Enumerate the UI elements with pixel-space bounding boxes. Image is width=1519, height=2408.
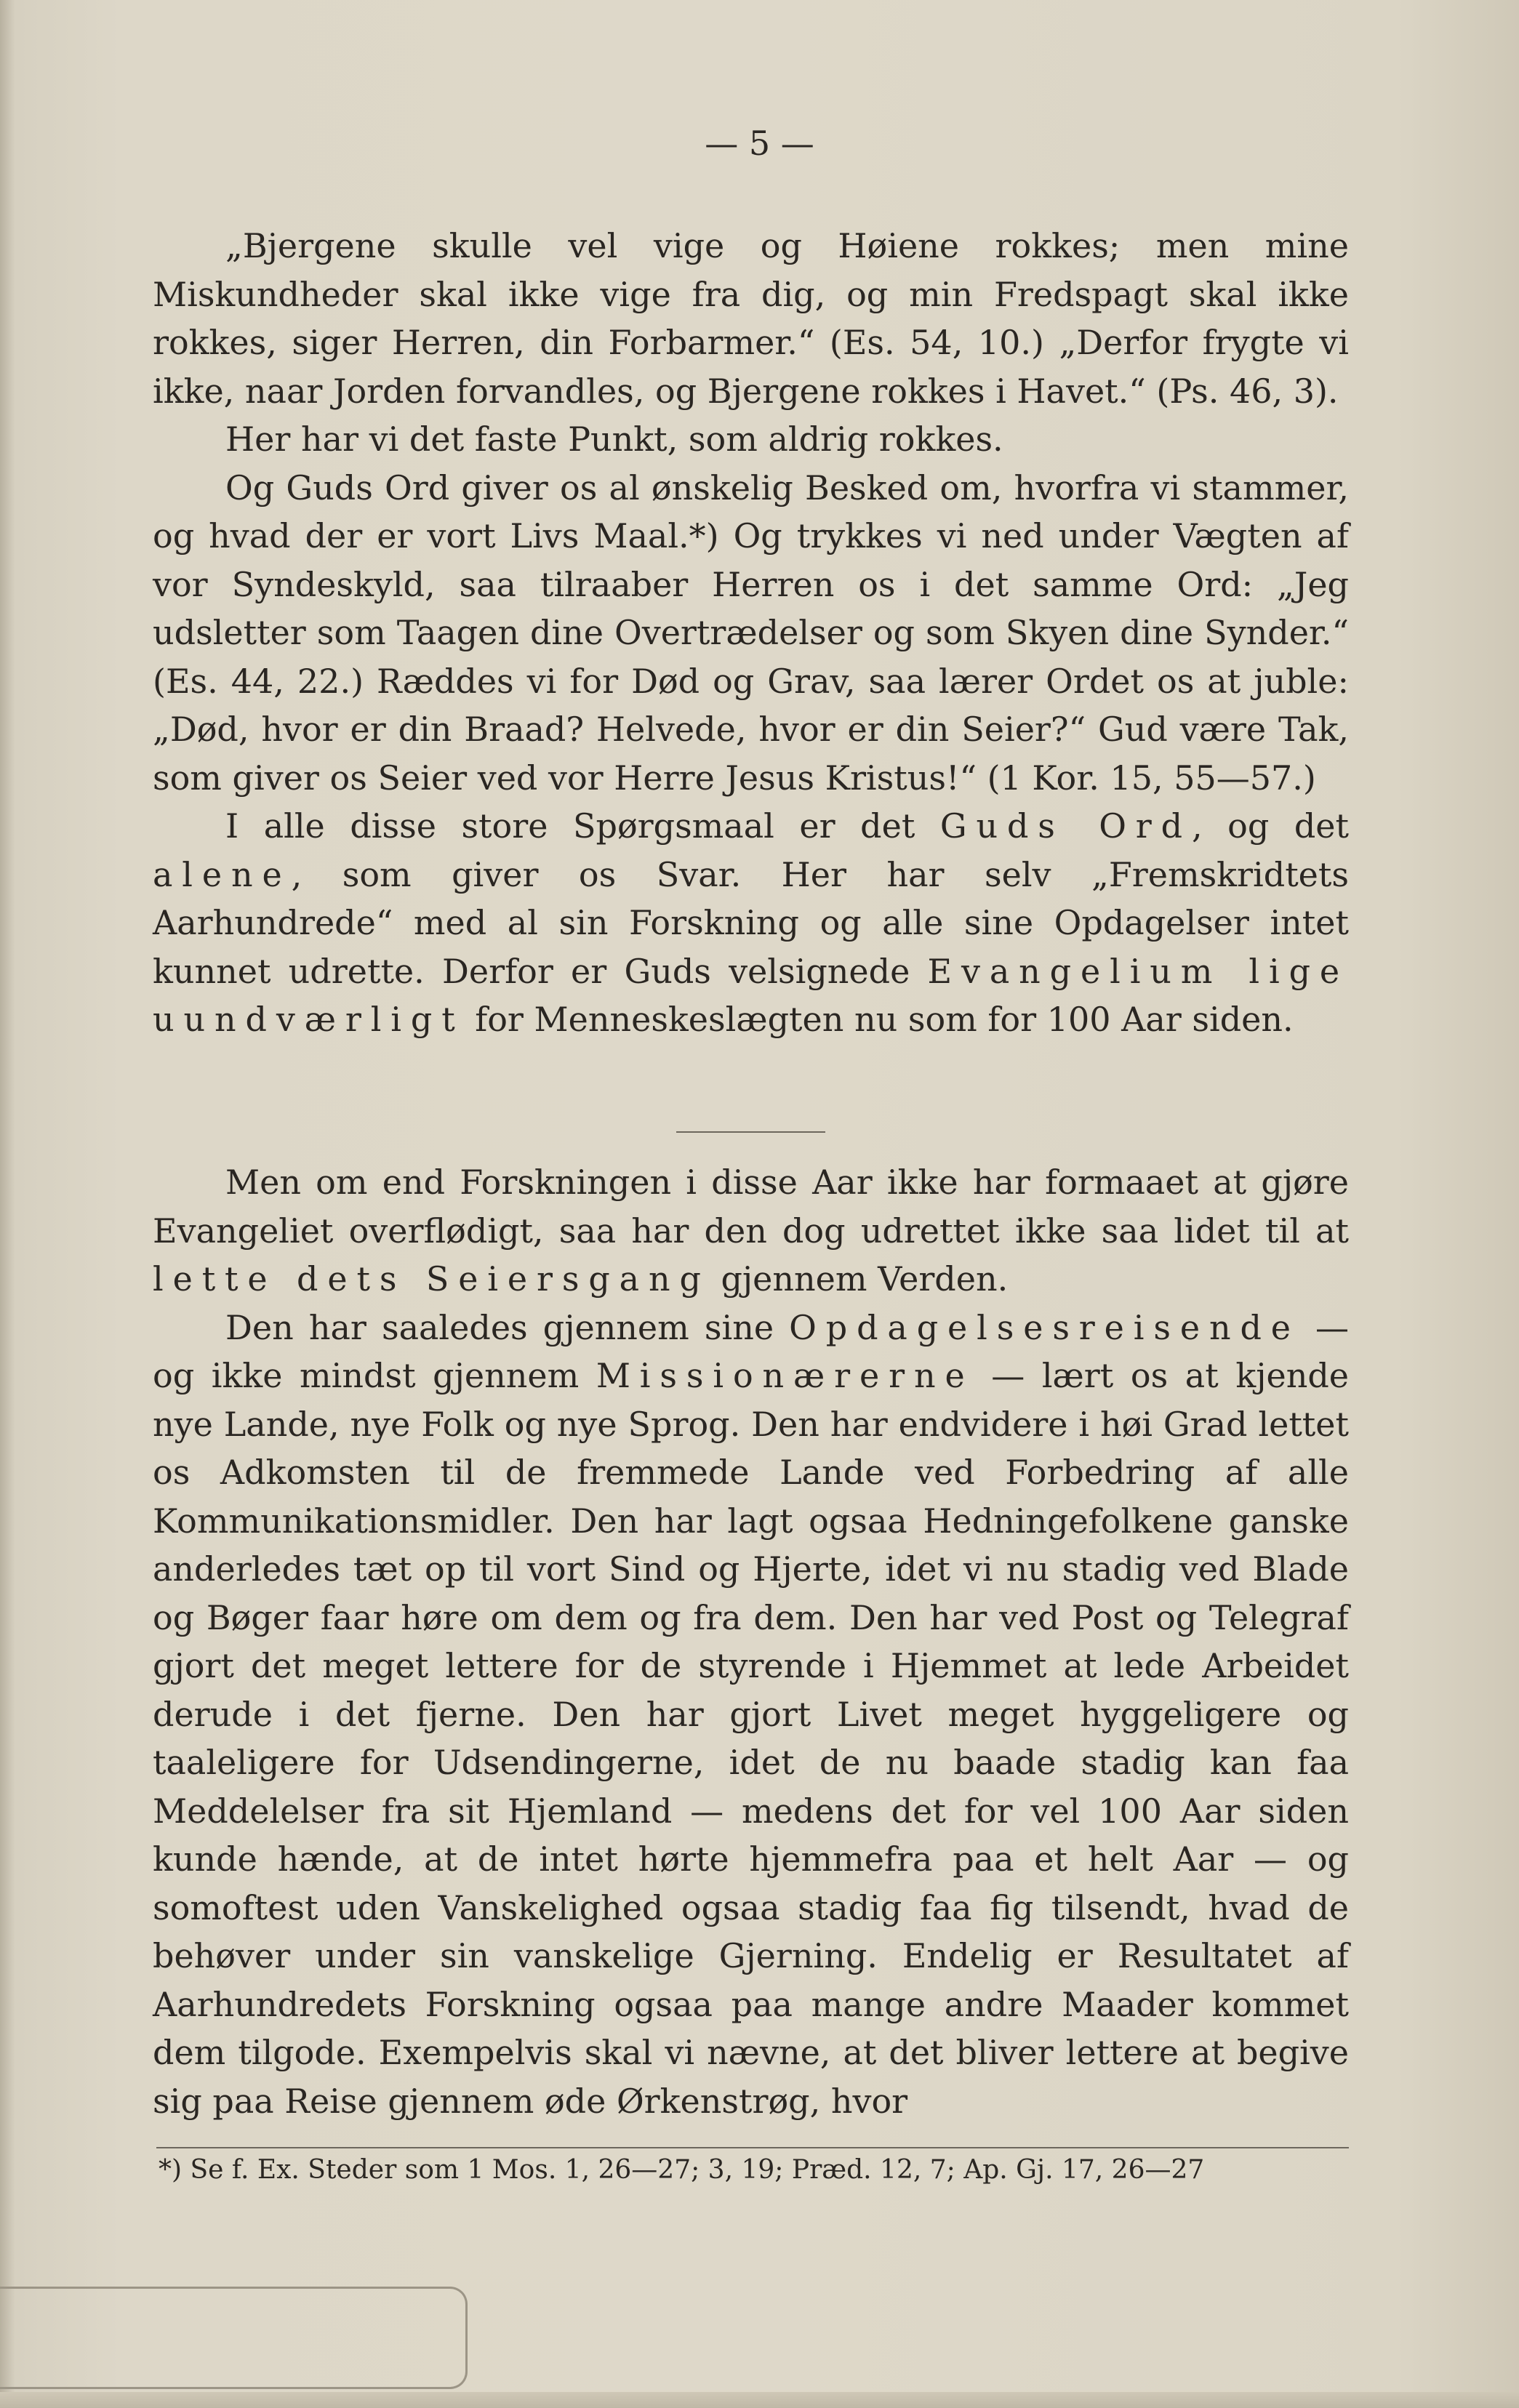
paragraph-discoveries: Den har saaledes gjennem sine Opdagelsesreisende — og ikke mindst gjennem Missionærerne — lært os at kjende nye Lande, nye Folk og nye Sprog. Den har endvidere i høi Grad lettet os Adkomsten til de fremmede Lande ved Forbedring af alle Kommunikationsmidler. Den har lagt ogsaa Hedningefolkene ganske anderledes tæt op til vort Sind og Hjerte, idet vi nu stadig ved Blade og Bøger faar høre om dem og fra dem. Den har ved Post og Telegraf gjort det meget lettere for de styrende i Hjemmet at lede Arbeidet derude i det fjerne. Den har gjort Livet meget hyggeligere og taaleligere for Udsendingerne, idet de nu baade stadig kan faa Meddelelser fra sit Hjemland — medens det for vel 100 Aar siden kunde hænde, at de intet hørte hjemmefra paa et helt Aar — og somoftest uden Vanskelighed ogsaa stadig faa fig tilsendt, hvad de behøver under sin vanskelige Gjerning. Endelig er Resultatet af Aarhundredets Forskning ogsaa paa mange andre Maader kommet dem tilgode. Exempelvis skal vi nævne, at det bliver lettere at begive sig paa Reise gjennem øde Ørkenstrøg, hvor <box>153 1307 1349 2121</box>
footnote-rule <box>156 2147 1349 2148</box>
text-section-top <box>153 222 1349 1044</box>
page-tab-outline <box>0 2287 468 2389</box>
paragraph-questions: I alle disse store Spørgsmaal er det Guds Ord, og det alene, som giver os Svar. Her har selv „Fremskridtets Aarhundrede“ med al sin Forskning og alle sine Opdagelser intet kunnet udrette. Derfor er Guds velsignede Evangelium lige uundværligt for Menneskeslægten nu som for 100 Aar siden. <box>153 806 1349 1039</box>
spaced-emphasis: Missionærerne <box>596 1356 974 1395</box>
spaced-emphasis: Guds Ord <box>939 806 1192 846</box>
page-spine-shadow <box>0 0 15 2408</box>
paragraph-gods-word: Og Guds Ord giver os al ønskelig Besked om, hvorfra vi stammer, og hvad der er vort Livs Maal.*) Og trykkes vi ned under Vægten af vor Syndeskyld, saa tilraaber Herren os i det samme Ord: „Jeg udsletter som Taagen dine Overtrædelser og som Skyen dine Synder.“ (Es. 44, 22.) Ræddes vi for Død og Grav, saa lærer Ordet os at juble: „Død, hvor er din Braad? Helvede, hvor er din Seier?“ Gud være Tak, som giver os Seier ved vor Herre Jesus Kristus!“ (1 Kor. 15, 55—57.) <box>153 467 1349 798</box>
section-divider <box>676 1131 825 1133</box>
paragraph-research: Men om end Forskningen i disse Aar ikke har formaaet at gjøre Evangeliet overflødigt, saa har den dog udrettet ikke saa lidet til at lette dets Seiersgang gjennem Verden. <box>153 1163 1349 1299</box>
page-bottom-edge <box>0 2392 1519 2408</box>
text-section-bottom <box>153 1158 1349 2125</box>
page-number: — 5 — <box>705 124 814 163</box>
spaced-emphasis: Evangelium lige uundværligt <box>153 951 1349 1039</box>
spaced-emphasis: lette dets Seiersgang <box>153 1259 710 1299</box>
footnote: *) Se f. Ex. Steder som 1 Mos. 1, 26—27; 3, 19; Præd. 12, 7; Ap. Gj. 17, 26—27 <box>159 2155 1205 2185</box>
spaced-emphasis: Opdagelsesreisende <box>789 1307 1300 1347</box>
spaced-emphasis: alene <box>153 854 292 894</box>
paragraph-scripture-quote: „Bjergene skulle vel vige og Høiene rokkes; men mine Miskundheder skal ikke vige fra dig, og min Fredspagt skal ikke rokkes, siger Herren, din Forbarmer.“ (Es. 54, 10.) „Derfor frygte vi ikke, naar Jorden forvandles, og Bjergene rokkes i Havet.“ (Ps. 46, 3). <box>153 226 1349 411</box>
paragraph-fixed-point: Her har vi det faste Punkt, som aldrig rokkes. <box>225 420 1003 459</box>
